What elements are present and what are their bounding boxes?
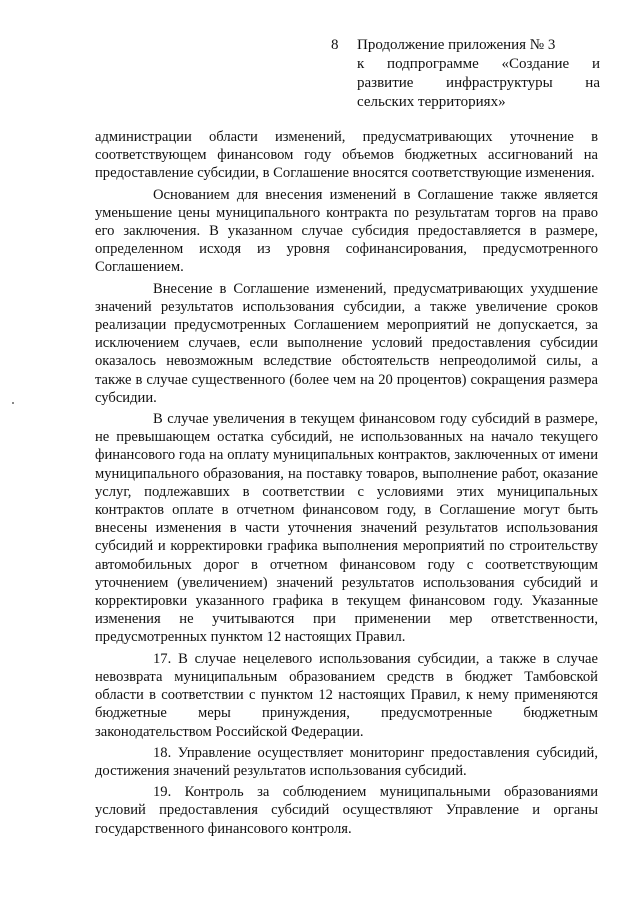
document-body bbox=[95, 128, 598, 838]
appendix-header-subprogram: к подпрограмме «Создание и развитие инфраструктуры на сельских территориях» bbox=[357, 56, 600, 110]
page-number: 8 bbox=[331, 37, 339, 53]
scan-margin-mark bbox=[12, 402, 14, 404]
paragraph-continuation: администрации области изменений, предусматривающих уточнение в соответствующем финансовом году объемов бюджетных ассигнований на предоставление субсидии, в Соглашение вносятся соответствующие изменения. bbox=[95, 129, 598, 182]
paragraph-item-17: 17. В случае нецелевого использования субсидии, а также в случае невозврата муниципальным образованием средств в бюджет Тамбовской области в соответствии с пунктом 12 настоящих Правил, к нему применяются бюджетные меры принуждения, предусмотренные бюджетным законодательством Российской Федерации. bbox=[95, 650, 598, 740]
paragraph-contract-price: Основанием для внесения изменений в Соглашение также является уменьшение цены муниципального контракта по результатам торгов на право его заключения. В указанном случае субсидия предоставляется в размере, определенном исходя из уровня софинансирования, предусмотренного Соглашением. bbox=[95, 186, 598, 276]
paragraph-no-worsening: Внесение в Соглашение изменений, предусматривающих ухудшение значений результатов использования субсидии, а также увеличение сроков реализации предусмотренных Соглашением мероприятий не допускается, за исключением случаев, если выполнение условий предоставления субсидии оказалось невозможным вследствие обстоятельств непреодолимой силы, а также в случае существенного (более чем на 20 процентов) сокращения размера субсидии. bbox=[95, 280, 598, 406]
appendix-header-title: Продолжение приложения № 3 bbox=[357, 37, 556, 53]
paragraph-item-19: 19. Контроль за соблюдением муниципальными образованиями условий предоставления субсидий осуществляют Управление и органы государственного финансового контроля. bbox=[95, 784, 598, 837]
appendix-header bbox=[357, 36, 600, 112]
paragraph-item-18: 18. Управление осуществляет мониторинг предоставления субсидий, достижения значений результатов использования субсидий. bbox=[95, 744, 598, 779]
paragraph-subsidy-increase: В случае увеличения в текущем финансовом году субсидий в размере, не превышающем остатка субсидий, не использованных на начало текущего финансового года на оплату муниципальных контрактов, заключенных от имени муниципального образования, на поставку товаров, выполнение работ, оказание услуг, подлежавших в соответствии с условиями этих муниципальных контрактов оплате в отчетном финансовом году, в Соглашение могут быть внесены изменения в части уточнения значений результатов использования субсидий и корректировки графика выполнения мероприятий по строительству автомобильных дорог в отчетном финансовом году с соответствующим уточнением (увеличением) значений результатов использования субсидий и корректировки указанного графика в текущем финансовом году. Указанные изменения не учитываются при применении мер ответственности, предусмотренных пунктом 12 настоящих Правил. bbox=[95, 411, 598, 646]
